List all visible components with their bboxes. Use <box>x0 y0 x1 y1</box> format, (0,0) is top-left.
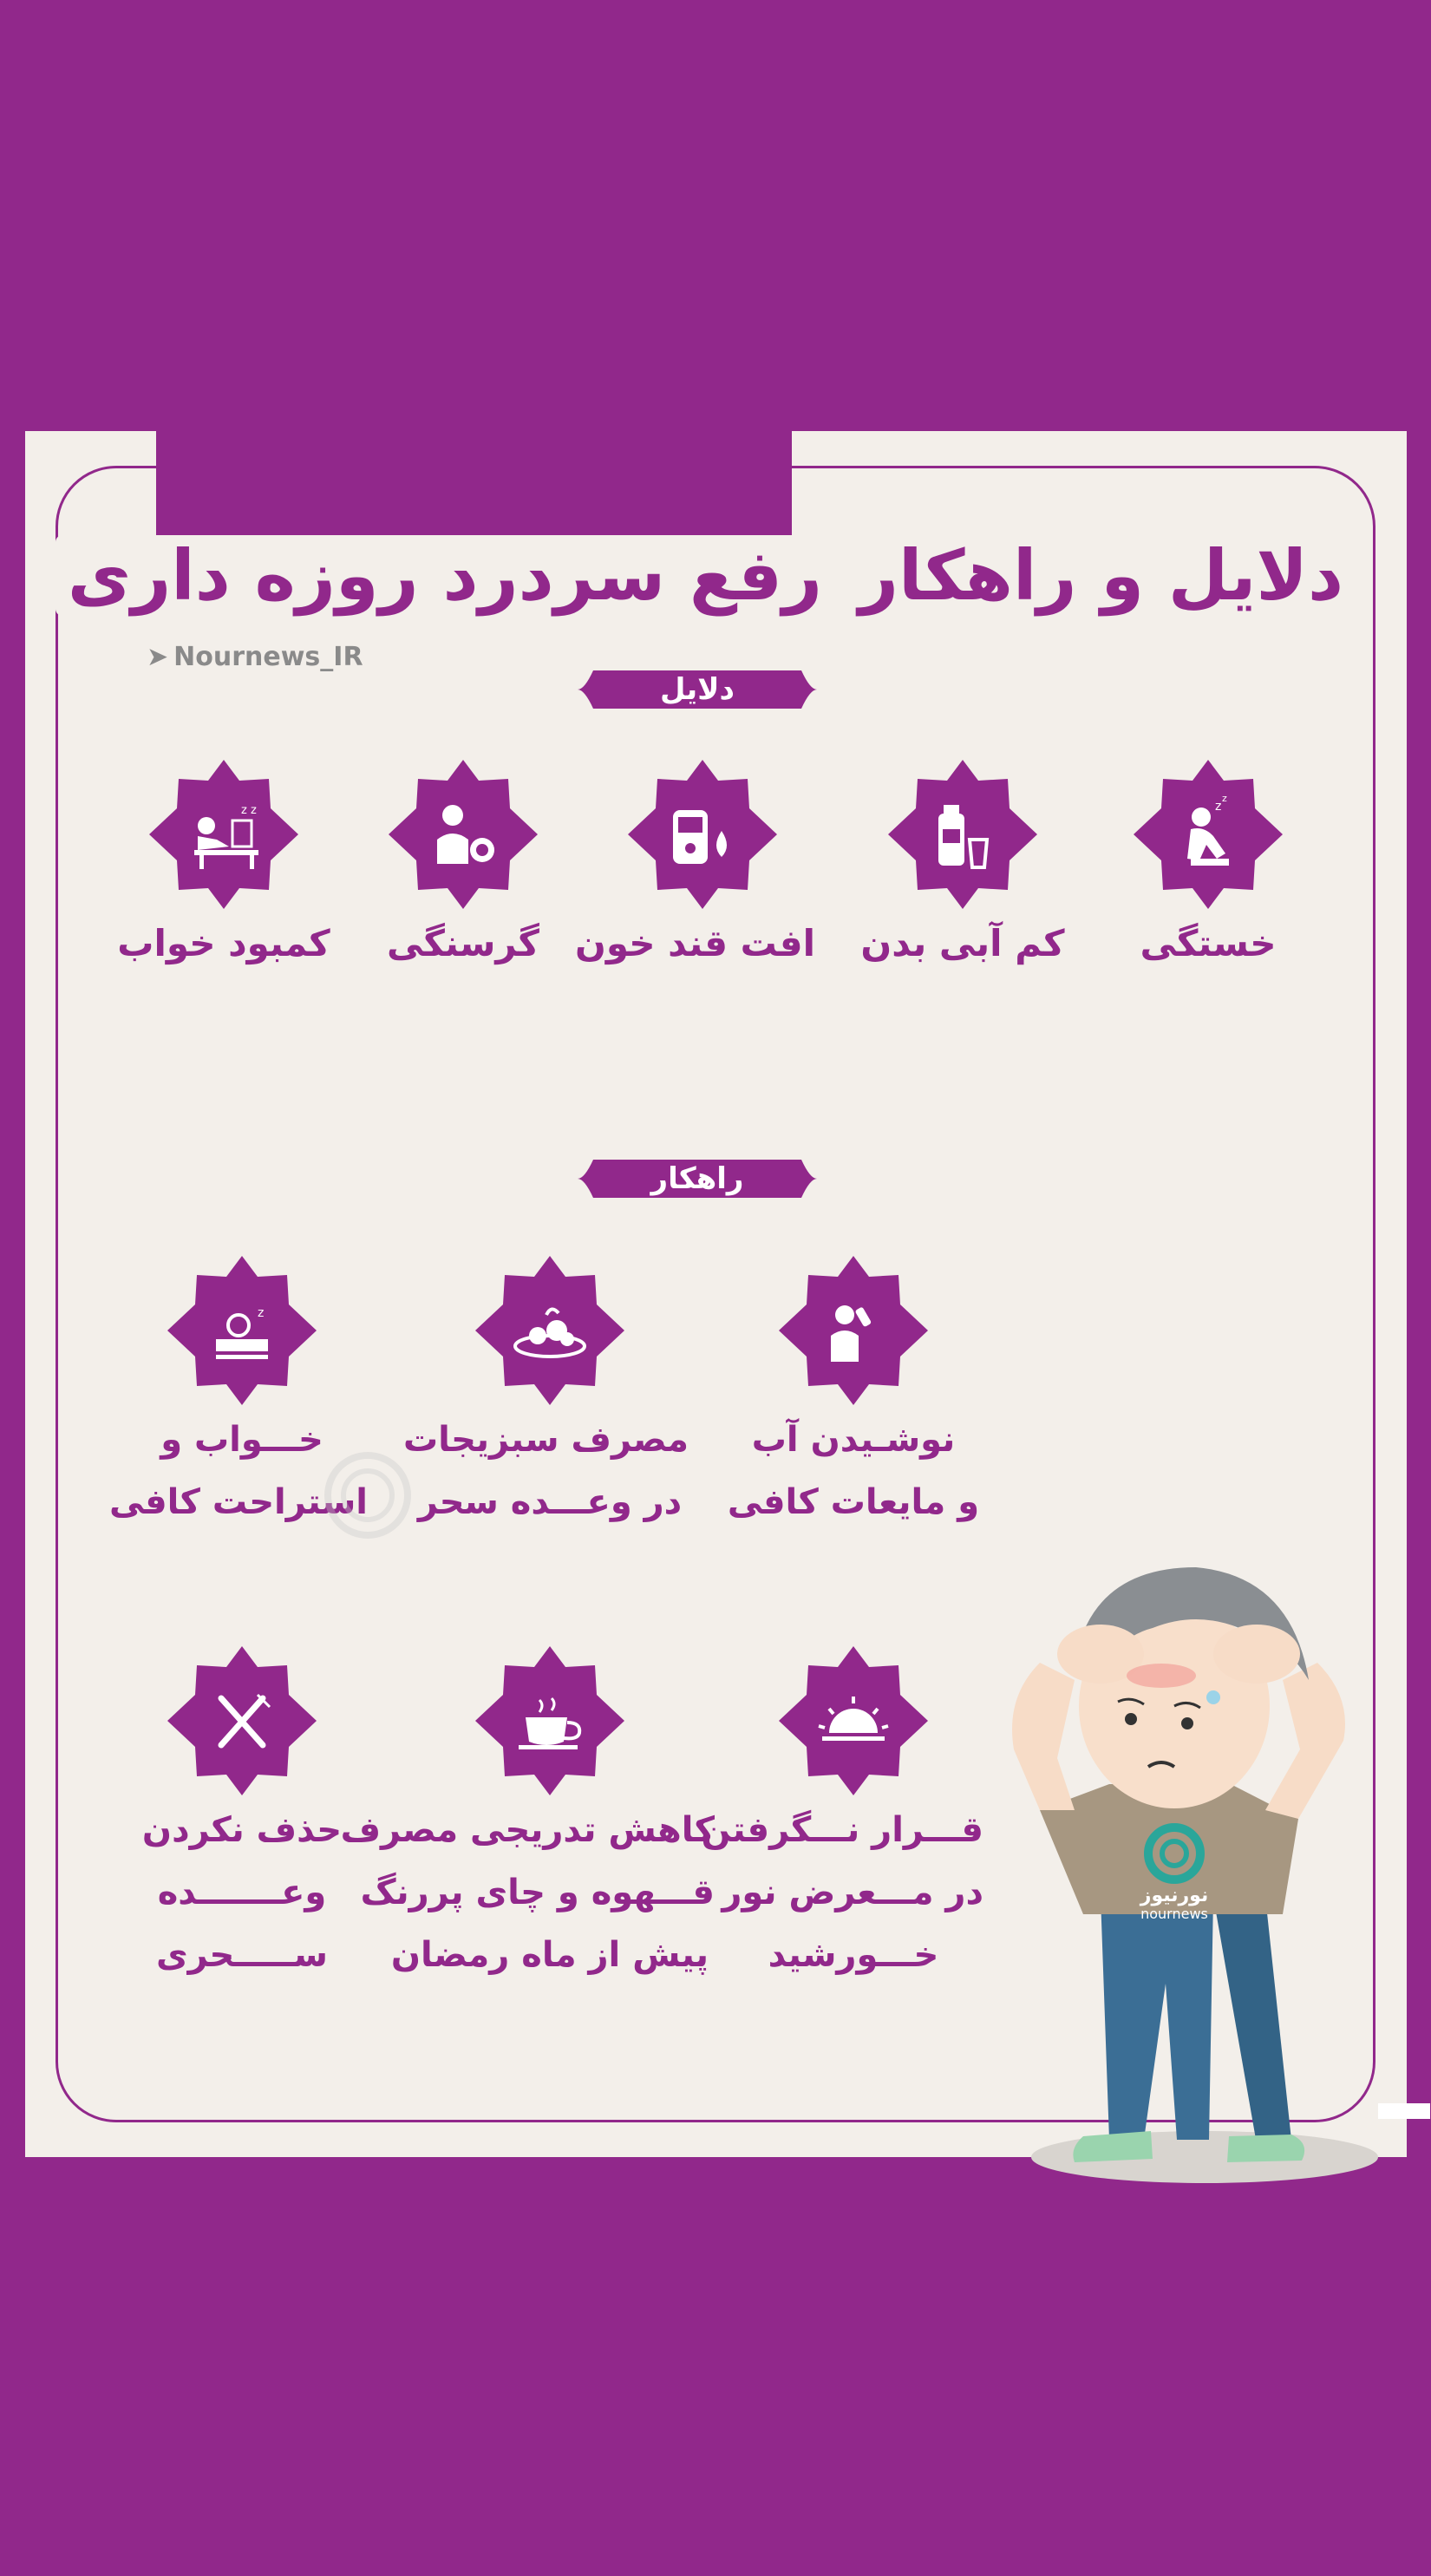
solution-line: قـــرار نـــگرفتن <box>701 1810 983 1850</box>
cause-item-dehydration <box>850 756 1075 975</box>
solution-item-keep-sahari <box>116 1643 368 1986</box>
solution-item-reduce-caffeine <box>340 1643 715 1986</box>
svg-text:z: z <box>1215 800 1222 814</box>
solution-line: در وعـــده سحر <box>417 1482 683 1522</box>
solution-line: ســـــحری <box>155 1935 329 1975</box>
tired-person-icon <box>1130 756 1286 912</box>
diamond-badge <box>1130 756 1286 912</box>
cause-label: کمبود خواب <box>117 922 330 964</box>
water-bottle-icon <box>885 756 1041 912</box>
page-title <box>67 535 1343 648</box>
solution-item-avoid-sun <box>701 1643 983 1986</box>
cause-label: افت قند خون <box>575 922 815 964</box>
social-handle <box>147 642 363 672</box>
watermark-logo <box>108 1450 420 1546</box>
title-highlight: رفع سردرد روزه داری <box>56 535 834 616</box>
causes-section-pill <box>576 664 819 716</box>
solution-line: قـــهوه و چای پررنگ <box>360 1873 715 1912</box>
cause-label: گرسنگی <box>387 922 539 964</box>
diamond-badge <box>775 1252 931 1409</box>
solution-line: خـــورشید <box>768 1935 939 1975</box>
diamond-badge <box>385 756 541 912</box>
hungry-person-icon <box>385 756 541 912</box>
solution-line: نوشـیدن آب <box>751 1420 956 1460</box>
diamond-badge <box>164 1252 320 1409</box>
cause-label: کم آبی بدن <box>860 922 1065 964</box>
cause-item-lack-of-sleep <box>111 756 337 975</box>
diamond-badge <box>775 1643 931 1799</box>
diamond-badge <box>472 1252 628 1409</box>
title-main: دلایل و راهکار <box>858 535 1343 616</box>
solution-line: پیش از ماه رمضان <box>390 1935 709 1975</box>
glucose-meter-icon <box>624 756 781 912</box>
solution-line: در مـــعرض نور <box>722 1873 983 1912</box>
sleep-rest-icon <box>164 1252 320 1409</box>
drinking-icon <box>775 1252 931 1409</box>
solution-line: استراحت کافی <box>108 1482 368 1522</box>
solutions-section-pill <box>576 1153 819 1205</box>
causes-label: دلایل <box>660 672 735 707</box>
solution-line: حذف نکردن <box>141 1810 343 1850</box>
cause-label: خستگی <box>1140 922 1277 964</box>
diamond-badge <box>146 756 302 912</box>
cause-item-hunger <box>350 756 576 975</box>
diamond-badge <box>624 756 781 912</box>
diamond-badge <box>885 756 1041 912</box>
solutions-label: راهکار <box>650 1161 744 1196</box>
handle-text: Nournews_IR <box>173 642 363 672</box>
svg-text:z z: z z <box>241 804 257 817</box>
telegram-icon: ➤ <box>147 642 169 672</box>
headache-boy-illustration <box>979 1533 1395 2192</box>
fork-knife-icon <box>164 1643 320 1799</box>
sun-icon <box>775 1643 931 1799</box>
solution-line: مصرف سبزیجات <box>402 1420 689 1460</box>
vegetables-plate-icon <box>472 1252 628 1409</box>
cause-item-low-blood-sugar <box>575 756 815 975</box>
diamond-badge <box>164 1643 320 1799</box>
solution-line: وعـــــــده <box>157 1873 327 1912</box>
bottom-strip <box>1378 2103 1430 2119</box>
coffee-cup-icon <box>472 1643 628 1799</box>
solution-line: خـــواب و <box>160 1420 323 1460</box>
svg-text:z: z <box>1222 793 1227 804</box>
svg-text:z: z <box>258 1306 265 1320</box>
infographic-card <box>25 431 1407 2157</box>
nournews-watermark <box>108 1450 420 1549</box>
solution-item-vegetables <box>402 1252 689 1533</box>
sleepy-desk-icon <box>146 756 302 912</box>
solution-item-drink-water <box>723 1252 983 1533</box>
solution-line: کاهش تدریجی مصرف <box>340 1810 715 1850</box>
solution-line: و مایعات کافی <box>727 1482 980 1522</box>
shirt-logo-text: نورنیوز <box>1140 1885 1209 1906</box>
diamond-badge <box>472 1643 628 1799</box>
cause-item-tiredness <box>1095 756 1321 975</box>
shirt-logo-sub: nournews <box>1140 1906 1208 1922</box>
